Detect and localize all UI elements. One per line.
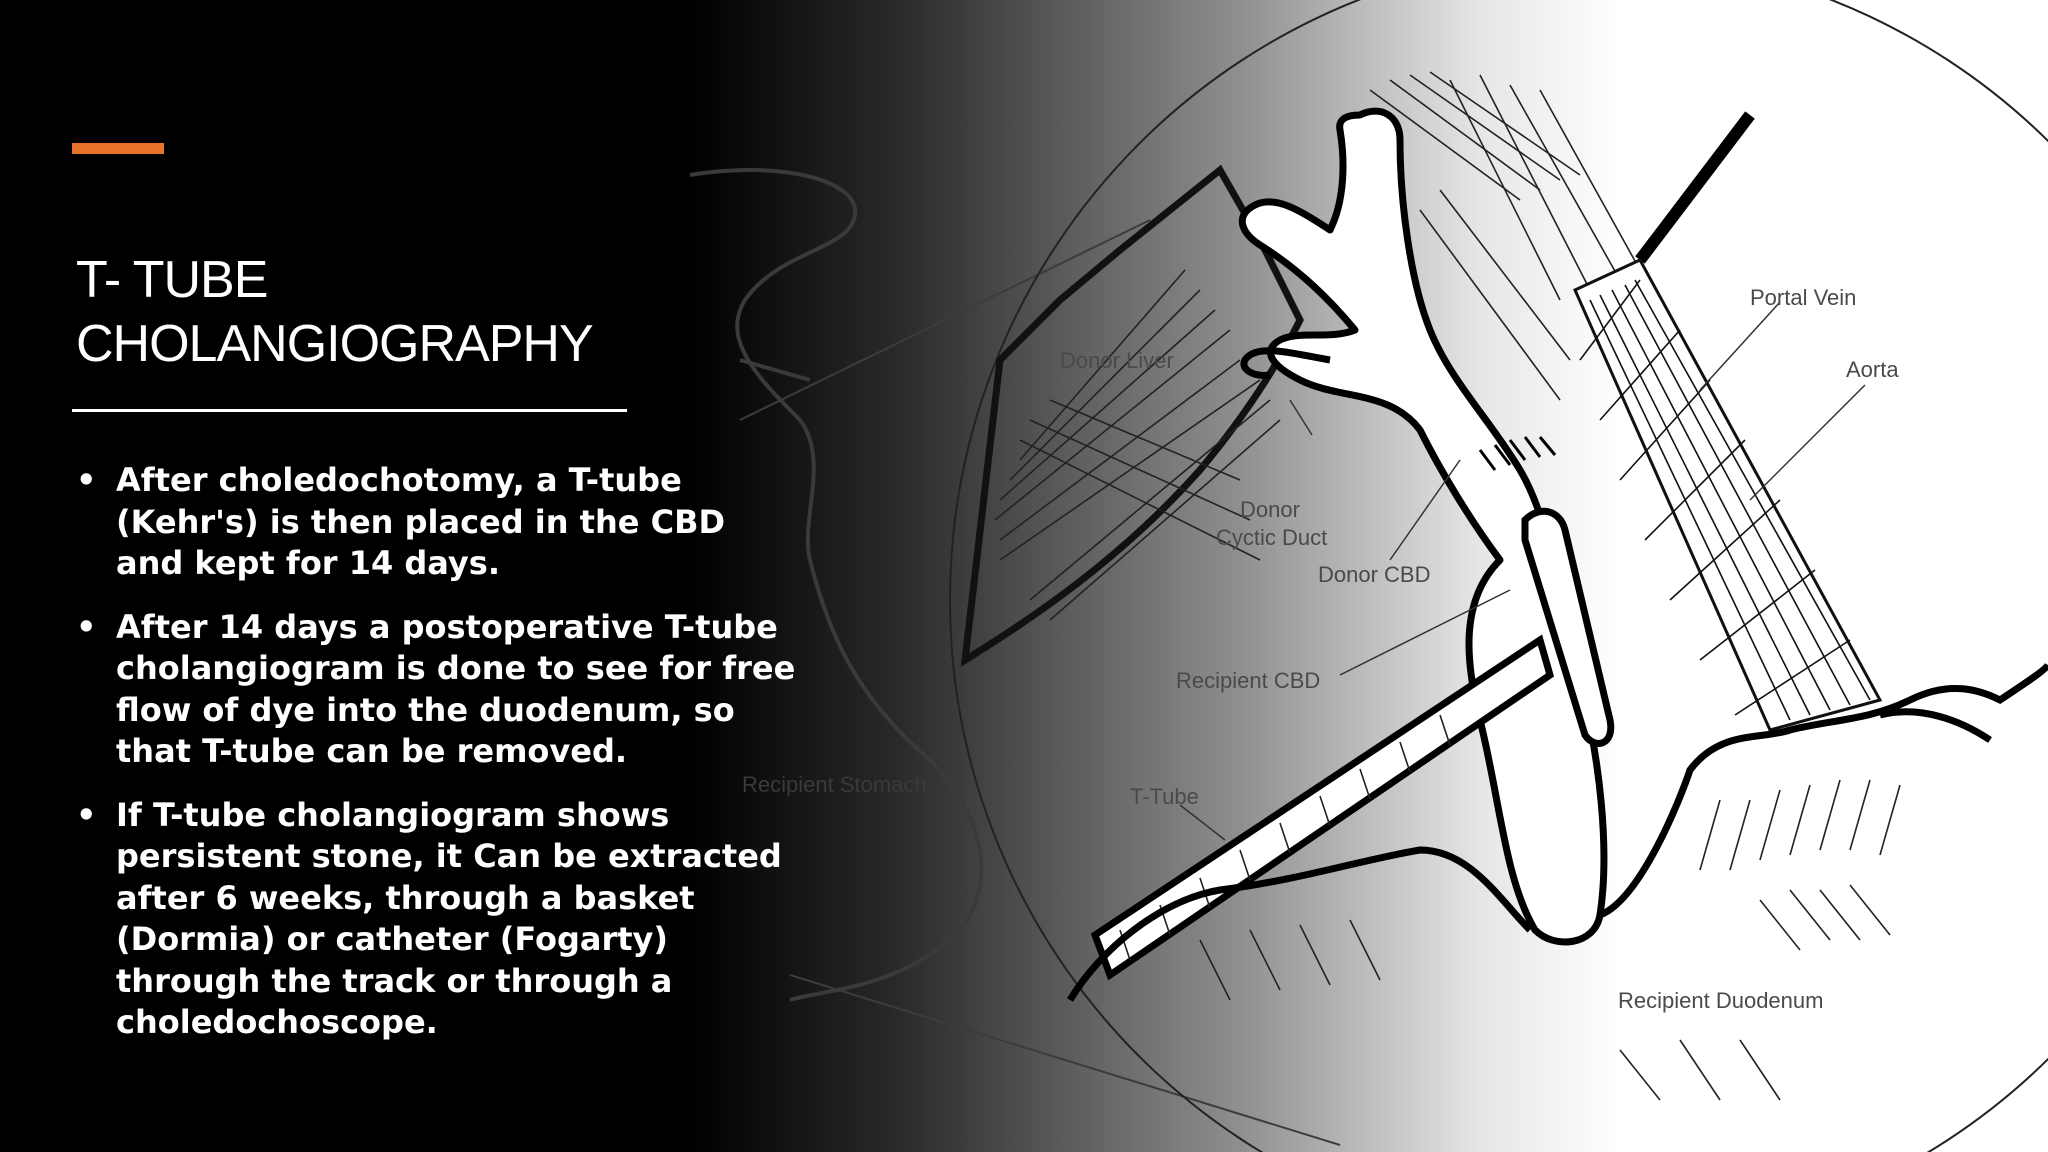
title-line-1: T- TUBE [76,251,268,309]
bullet-item [76,795,796,1044]
title-line-2: CHOLANGIOGRAPHY [76,315,593,373]
slide-title [76,248,676,376]
label-recipient-duodenum: Recipient Duodenum [1618,988,1824,1013]
title-divider [72,409,627,412]
label-donor-cbd: Donor CBD [1318,562,1431,587]
bullet-dot-icon: • [76,795,97,834]
label-recipient-cbd: Recipient CBD [1176,668,1321,693]
label-donor-cystic-duct-1: Donor [1240,497,1300,522]
bullet-text: After 14 days a postoperative T-tube cholangiogram is done to see for free flow of dye into the duodenum, so that T-tube can be removed. [116,607,796,770]
bullet-item [76,460,796,585]
bullet-text: If T-tube cholangiogram shows persistent stone, it Can be extracted after 6 weeks, through a basket (Dormia) or catheter (Fogarty) through the track or through a choledochoscope. [116,795,782,1041]
bullet-text: After choledochotomy, a T-tube (Kehr's) is then placed in the CBD and kept for 14 days. [116,461,726,582]
bullet-list [76,460,796,1066]
donor-liver [965,170,1300,660]
bullet-dot-icon: • [76,461,97,499]
label-t-tube: T-Tube [1130,784,1199,809]
accent-bar [72,143,164,154]
label-recipient-stomach: Recipient Stomach [742,772,927,797]
bullet-item [76,607,796,773]
vessel-band [1575,115,1880,730]
label-portal-vein: Portal Vein [1750,285,1857,310]
label-aorta: Aorta [1846,357,1899,382]
label-donor-cystic-duct-2: Cyctic Duct [1216,525,1328,550]
bullet-dot-icon: • [76,607,97,646]
label-donor-liver: Donor Liver [1060,348,1174,373]
